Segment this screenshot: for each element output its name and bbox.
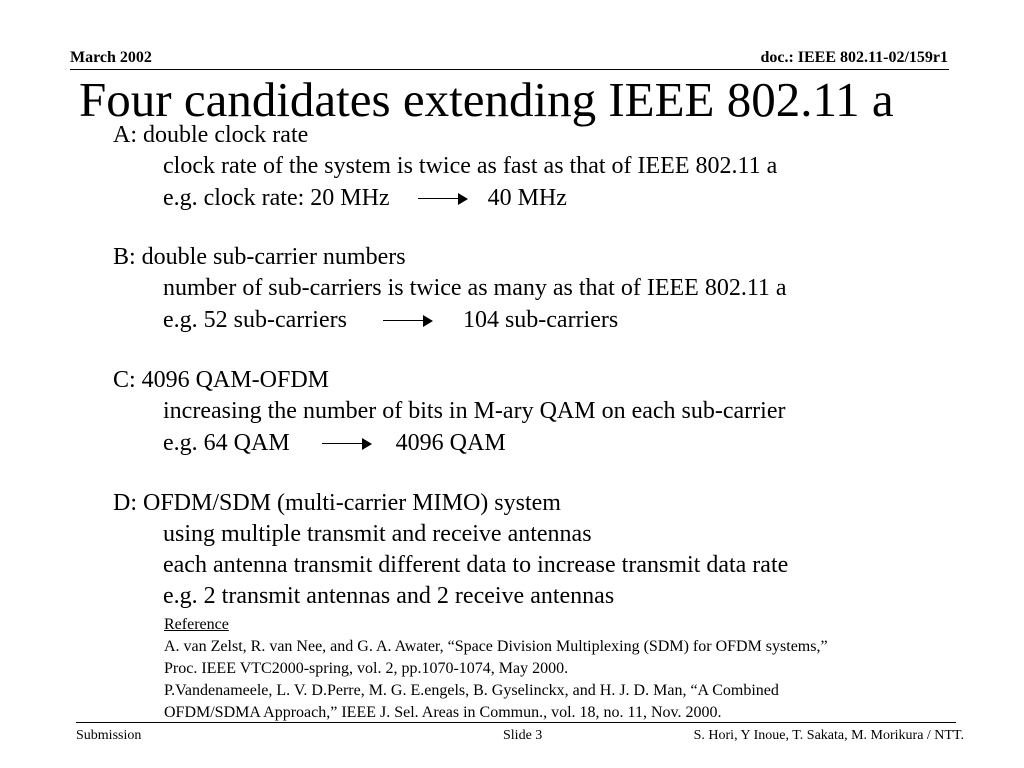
reference-line: P.Vandenameele, L. V. D.Perre, M. G. E.engels, B. Gyselinckx, and H. J. D. Man, “A Combined: [164, 682, 779, 699]
candidate-d-heading: D: OFDM/SDM (multi-carrier MIMO) system: [113, 490, 561, 516]
candidate-b-example: [163, 304, 993, 335]
footer-submission: Submission: [76, 728, 142, 743]
reference-line: OFDM/SDMA Approach,” IEEE J. Sel. Areas in Commun., vol. 18, no. 11, Nov. 2000.: [164, 704, 722, 721]
reference-line: A. van Zelst, R. van Nee, and G. A. Awater, “Space Division Multiplexing (SDM) for OFDM systems,”: [164, 638, 828, 655]
candidate-a: [113, 120, 993, 213]
footer-rule: [76, 722, 956, 723]
candidate-a-example-to: 40 MHz: [487, 184, 567, 211]
candidate-b: [113, 242, 993, 335]
candidate-c-example: [163, 427, 993, 458]
reference-line: Proc. IEEE VTC2000-spring, vol. 2, pp.1070-1074, May 2000.: [164, 660, 569, 677]
candidate-d: [113, 488, 993, 612]
candidate-c: [113, 365, 993, 458]
reference-block: [164, 614, 1004, 724]
header-date: March 2002: [70, 49, 152, 66]
candidate-c-heading: C: 4096 QAM-OFDM: [113, 367, 330, 393]
footer-authors: S. Hori, Y Inoue, T. Sakata, M. Morikura / NTT.: [693, 728, 964, 743]
slide-title: Four candidates extending IEEE 802.11 a: [79, 72, 894, 127]
candidate-b-description: number of sub-carriers is twice as many as that of IEEE 802.11 a: [163, 275, 787, 301]
candidate-c-description: increasing the number of bits in M-ary QAM on each sub-carrier: [163, 398, 786, 424]
candidate-b-example-to: 104 sub-carriers: [462, 306, 619, 333]
right-arrow-icon: [322, 428, 372, 459]
candidate-c-example-to: 4096 QAM: [395, 429, 506, 456]
reference-heading: Reference: [164, 616, 229, 633]
candidate-b-heading: B: double sub-carrier numbers: [113, 244, 406, 270]
candidate-b-example-from: e.g. 52 sub-carriers: [163, 306, 347, 333]
candidate-a-heading: A: double clock rate: [113, 122, 309, 148]
right-arrow-icon: [383, 305, 433, 336]
candidate-d-line: each antenna transmit different data to increase transmit data rate: [163, 552, 789, 578]
header-doc-id: doc.: IEEE 802.11-02/159r1: [760, 49, 948, 66]
candidate-a-example: [163, 182, 993, 213]
header-rule: [70, 69, 949, 70]
footer-slide-number: Slide 3: [503, 728, 543, 743]
right-arrow-icon: [418, 183, 468, 214]
candidate-a-example-from: e.g. clock rate: 20 MHz: [163, 184, 390, 211]
candidate-d-line: e.g. 2 transmit antennas and 2 receive antennas: [163, 583, 615, 609]
candidate-a-description: clock rate of the system is twice as fast as that of IEEE 802.11 a: [163, 153, 778, 179]
candidate-c-example-from: e.g. 64 QAM: [163, 429, 290, 456]
candidate-d-line: using multiple transmit and receive antennas: [163, 521, 592, 547]
